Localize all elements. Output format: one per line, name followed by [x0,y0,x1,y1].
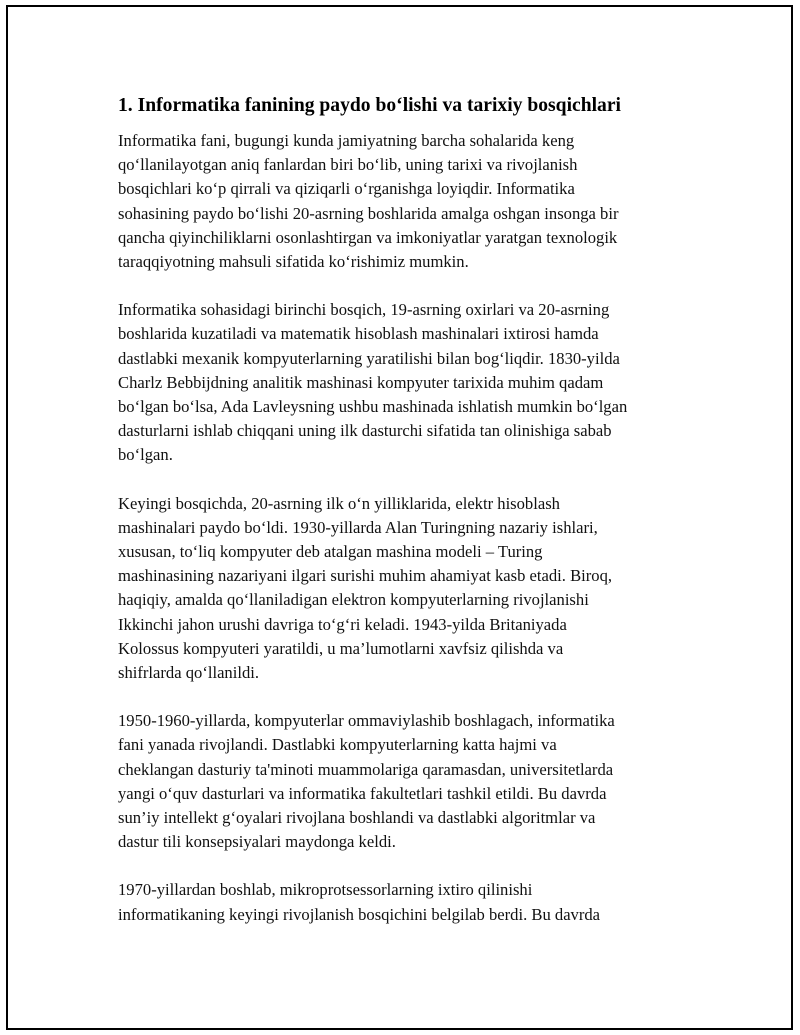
section-heading: 1. Informatika fanining paydo boʻlishi va tarixiy bosqichlari [118,95,621,116]
text-line: qancha qiyinchiliklarni osonlashtirgan va imkoniyatlar yaratgan texnologik [118,227,618,247]
text-line: fani yanada rivojlandi. Dastlabki kompyuterlarning katta hajmi va [118,735,557,755]
text-line: boʻlgan boʻlsa, Ada Lavleysning ushbu mashinada ishlatish mumkin boʻlgan [118,397,628,417]
text-line: haqiqiy, amalda qoʻllaniladigan elektron kompyuterlarning rivojlanishi [118,590,589,610]
text-line: cheklangan dasturiy ta'minoti muammolariga qaramasdan, universitetlarda [118,759,614,779]
text-line: taraqqiyotning mahsuli sifatida koʻrishimiz mumkin. [118,252,469,272]
text-line: informatikaning keyingi rivojlanish bosqichini belgilab berdi. Bu davrda [118,904,601,924]
document-body [118,93,686,951]
paragraph-2 [118,298,686,467]
text-line: boshlarida kuzatiladi va matematik hisoblash mashinalari ixtirosi hamda [118,324,599,344]
text-line: sohasining paydo boʻlishi 20-asrning boshlarida amalga oshgan insonga bir [118,203,619,223]
paragraph-3 [118,492,686,686]
text-line: mashinasining nazariyani ilgari surishi muhim ahamiyat kasb etadi. Biroq, [118,566,613,586]
paragraph-4 [118,709,686,854]
text-line: dastur tili konsepsiyalari maydonga keldi. [118,832,396,852]
text-line: dasturlarni ishlab chiqqani uning ilk dasturchi sifatida tan olinishiga sabab [118,421,612,441]
text-line: 1950-1960-yillarda, kompyuterlar ommaviylashib boshlagach, informatika [118,711,615,731]
text-line: bosqichlari koʻp qirrali va qiziqarli oʻrganishga loyiqdir. Informatika [118,179,575,199]
text-line: 1970-yillardan boshlab, mikroprotsessorlarning ixtiro qilinishi [118,880,533,900]
text-line: Charlz Bebbijdning analitik mashinasi kompyuter tarixida muhim qadam [118,372,604,392]
text-line: mashinalari paydo boʻldi. 1930-yillarda Alan Turingning nazariy ishlari, [118,517,598,537]
text-line: dastlabki mexanik kompyuterlarning yaratilishi bilan bogʻliqdir. 1830-yilda [118,348,620,368]
text-line: sun’iy intellekt gʻoyalari rivojlana boshlandi va dastlabki algoritmlar va [118,808,596,828]
text-line: xususan, toʻliq kompyuter deb atalgan mashina modeli – Turing [118,542,543,562]
text-line: qoʻllanilayotgan aniq fanlardan biri boʻlib, uning tarixi va rivojlanish [118,155,578,175]
text-line: shifrlarda qoʻllanildi. [118,663,260,683]
text-line: Keyingi bosqichda, 20-asrning ilk oʻn yilliklarida, elektr hisoblash [118,493,560,513]
text-line: Informatika sohasidagi birinchi bosqich, 19-asrning oxirlari va 20-asrning [118,300,610,320]
text-line: boʻlgan. [118,445,173,465]
paragraph-5 [118,878,686,926]
text-line: Kolossus kompyuteri yaratildi, u ma’lumotlarni xavfsiz qilishda va [118,638,564,658]
text-line: Ikkinchi jahon urushi davriga toʻgʻri keladi. 1943-yilda Britaniyada [118,614,567,634]
text-line: yangi oʻquv dasturlari va informatika fakultetlari tashkil etildi. Bu davrda [118,783,607,803]
paragraph-1 [118,129,686,274]
text-line: Informatika fani, bugungi kunda jamiyatning barcha sohalarida keng [118,131,575,150]
